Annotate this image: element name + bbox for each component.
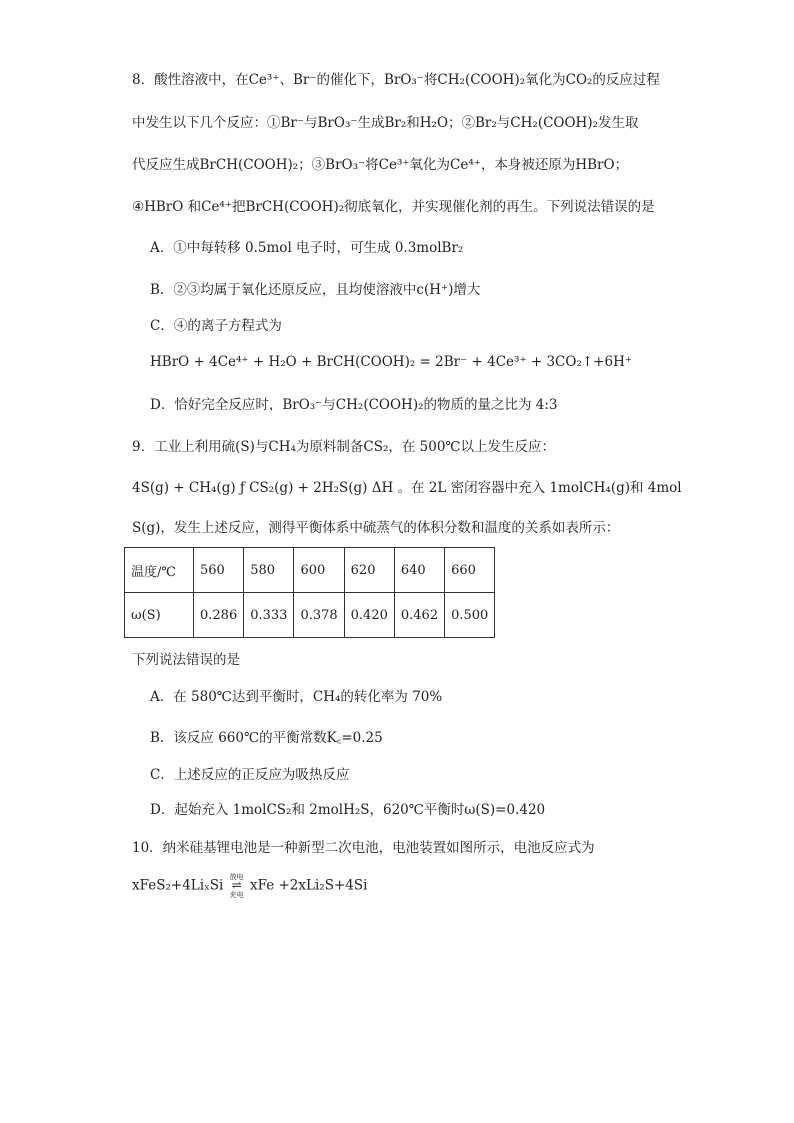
table-cell: 温度/℃ [125,548,194,593]
table-cell: 0.286 [194,593,244,638]
table-cell: 0.462 [394,593,444,638]
table-cell: 0.333 [244,593,294,638]
q8-line-3: 代反应生成BrCH(COOH)₂；③BrO₃⁻将Ce³⁺氧化为Ce⁴⁺，本身被还原为HBrO； [132,157,629,173]
table-cell: 600 [294,548,344,593]
table-cell: 0.378 [294,593,344,638]
q8-option-b: B．②③均属于氧化还原反应，且均使溶液中c(H⁺)增大 [150,282,481,298]
q8-line-2: 中发生以下几个反应：①Br⁻与BrO₃⁻生成Br₂和H₂O；②Br₂与CH₂(COOH)₂发生取 [132,115,639,131]
arrow-bottom-label: 充电 [229,891,244,899]
q8-line-1: 8．酸性溶液中，在Ce³⁺、Br⁻的催化下，BrO₃⁻将CH₂(COOH)₂氧化为CO₂的反应过程 [132,72,660,88]
table-cell: 580 [244,548,294,593]
table-cell: 640 [394,548,444,593]
q9-line-1: 9．工业上利用硫(S)与CH₄为原料制备CS₂，在 500℃以上发生反应： [132,439,556,455]
reversible-arrow-icon: ⇌ [231,878,242,892]
q10-line-1: 10．纳米硅基锂电池是一种新型二次电池，电池装置如图所示，电池反应式为 [132,840,595,856]
table-row [125,548,495,593]
q8-line-4: ④HBrO 和Ce⁴⁺把BrCH(COOH)₂彻底氧化，并实现催化剂的再生。下列说法错误的是 [132,199,655,215]
equation-arrow-stack [230,873,244,899]
table-row [125,593,495,638]
table-cell: 660 [445,548,495,593]
temperature-table [124,547,495,638]
q8-option-c-equation: HBrO + 4Ce⁴⁺ + H₂O + BrCH(COOH)₂ = 2Br⁻ + 4Ce³⁺ + 3CO₂↑+6H⁺ [150,354,632,370]
arrow-top-label: 放电 [229,873,244,881]
q9-prompt: 下列说法错误的是 [132,652,240,668]
q9-line-2: 4S(g) + CH₄(g) ƒ CS₂(g) + 2H₂S(g) ΔH 。在 2L 密闭容器中充入 1molCH₄(g)和 4mol [132,480,682,496]
q9-option-c: C．上述反应的正反应为吸热反应 [150,767,350,783]
q9-option-a: A．在 580℃达到平衡时，CH₄的转化率为 70% [150,689,443,705]
q8-option-d: D．恰好完全反应时，BrO₃⁻与CH₂(COOH)₂的物质的量之比为 4:3 [150,397,558,413]
q8-option-a: A．①中每转移 0.5mol 电子时，可生成 0.3molBr₂ [150,240,464,256]
q10-equation [132,873,367,899]
table-cell: 0.420 [344,593,394,638]
table-cell: 0.500 [445,593,495,638]
equation-left: xFeS₂+4LiₓSi [132,877,224,894]
table-cell: ω(S) [125,593,194,638]
table-cell: 620 [344,548,394,593]
q9-option-b: B．该反应 660℃的平衡常数K꜀=0.25 [150,730,383,746]
q9-line-3: S(g)，发生上述反应，测得平衡体系中硫蒸气的体积分数和温度的关系如表所示： [132,520,620,536]
q8-option-c: C．④的离子方程式为 [150,318,282,334]
q9-option-d: D．起始充入 1molCS₂和 2molH₂S，620℃平衡时ω(S)=0.420 [150,802,546,818]
table-cell: 560 [194,548,244,593]
equation-right: xFe +2xLi₂S+4Si [249,877,368,894]
